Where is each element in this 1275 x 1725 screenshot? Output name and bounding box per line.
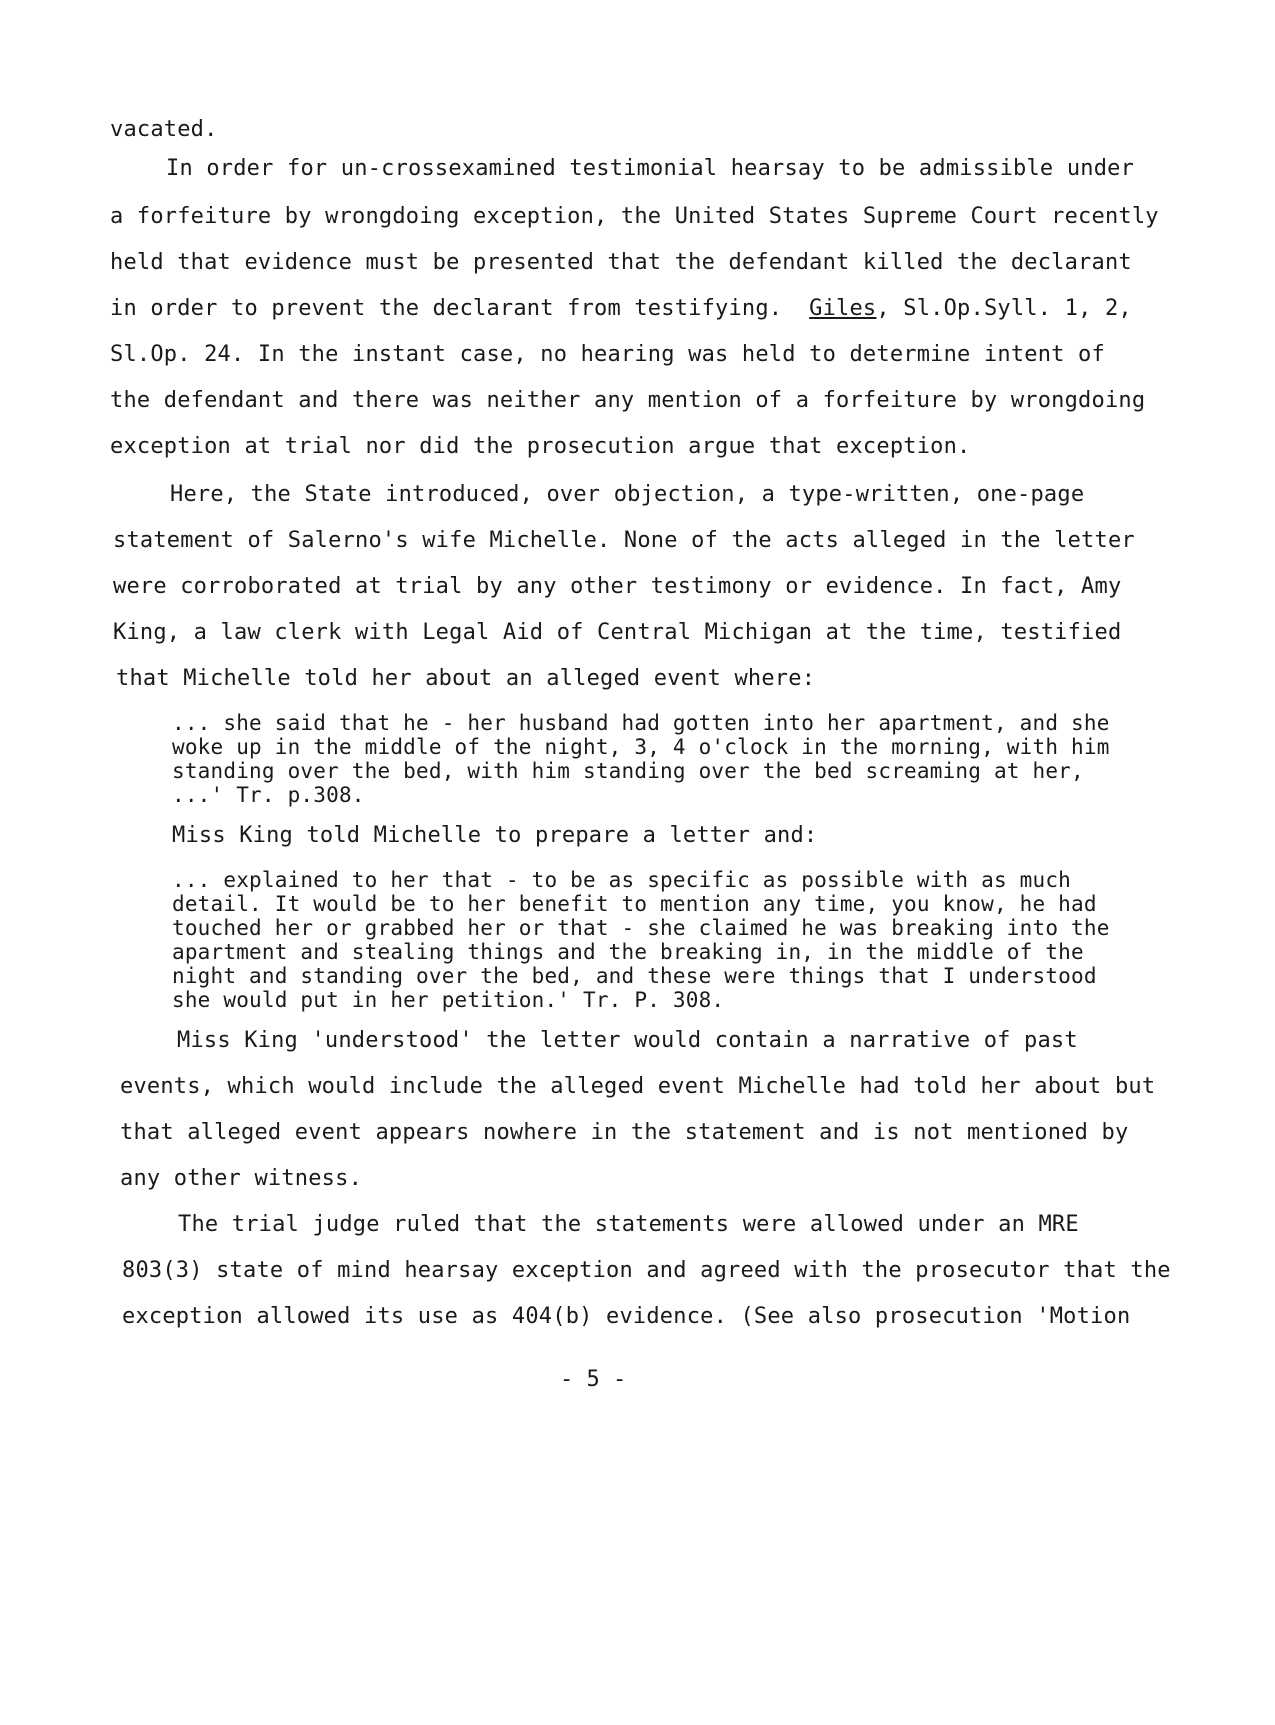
paragraph-line: 803(3) state of mind hearsay exception and agreed with the prosecutor that the <box>122 1258 1171 1283</box>
block-quote-line: ... she said that he - her husband had gotten into her apartment, and she <box>172 711 1110 735</box>
paragraph-line: exception at trial nor did the prosecution argue that exception. <box>110 434 971 459</box>
line-text: in order to prevent the declarant from testifying. <box>110 296 783 321</box>
block-quote-line: touched her or grabbed her or that - she claimed he was breaking into the <box>172 916 1110 940</box>
block-quote-line: night and standing over the bed, and these were things that I understood <box>172 964 1097 988</box>
paragraph-line: exception allowed its use as 404(b) evidence. (See also prosecution 'Motion <box>122 1304 1131 1329</box>
block-quote-line: ...' Tr. p.308. <box>172 783 365 807</box>
paragraph-line: that alleged event appears nowhere in the statement and is not mentioned by <box>120 1120 1129 1145</box>
paragraph-line: a forfeiture by wrongdoing exception, the United States Supreme Court recently <box>110 204 1159 229</box>
paragraph-line: Miss King 'understood' the letter would contain a narrative of past <box>177 1028 1078 1053</box>
block-quote-line: standing over the bed, with him standing over the bed screaming at her, <box>172 759 1084 783</box>
paragraph-line: Miss King told Michelle to prepare a letter and: <box>172 823 818 848</box>
paragraph-line: events, which would include the alleged event Michelle had told her about but <box>120 1074 1156 1099</box>
paragraph-line: In order for un-crossexamined testimonial hearsay to be admissible under <box>166 156 1135 181</box>
line-text: , Sl.Op.Syll. 1, 2, <box>876 296 1132 321</box>
paragraph-line <box>110 296 1132 322</box>
paragraph-line: Sl.Op. 24. In the instant case, no hearing was held to determine intent of <box>110 342 1105 367</box>
paragraph-line: King, a law clerk with Legal Aid of Central Michigan at the time, testified <box>113 620 1122 645</box>
case-citation: Giles <box>809 296 877 321</box>
paragraph-line: Here, the State introduced, over objection, a type-written, one-page <box>170 482 1085 507</box>
paragraph-line: The trial judge ruled that the statements were allowed under an MRE <box>178 1212 1079 1237</box>
block-quote-line: detail. It would be to her benefit to mention any time, you know, he had <box>172 892 1097 916</box>
block-quote-line: apartment and stealing things and the breaking in, in the middle of the <box>172 940 1084 964</box>
paragraph-line: any other witness. <box>120 1166 363 1191</box>
paragraph-line: the defendant and there was neither any mention of a forfeiture by wrongdoing <box>110 388 1146 413</box>
page-number: - 5 - <box>560 1367 627 1392</box>
block-quote-line: woke up in the middle of the night, 3, 4 o'clock in the morning, with him <box>172 735 1110 759</box>
paragraph-line: statement of Salerno's wife Michelle. None of the acts alleged in the letter <box>113 528 1135 553</box>
block-quote-line: she would put in her petition.' Tr. P. 308. <box>172 988 725 1012</box>
block-quote-line: ... explained to her that - to be as specific as possible with as much <box>172 868 1072 892</box>
paragraph-line: that Michelle told her about an alleged event where: <box>116 666 816 691</box>
paragraph-line: were corroborated at trial by any other testimony or evidence. In fact, Amy <box>113 574 1122 599</box>
paragraph-line: vacated. <box>110 117 218 142</box>
paragraph-line: held that evidence must be presented that the defendant killed the declarant <box>110 250 1132 275</box>
